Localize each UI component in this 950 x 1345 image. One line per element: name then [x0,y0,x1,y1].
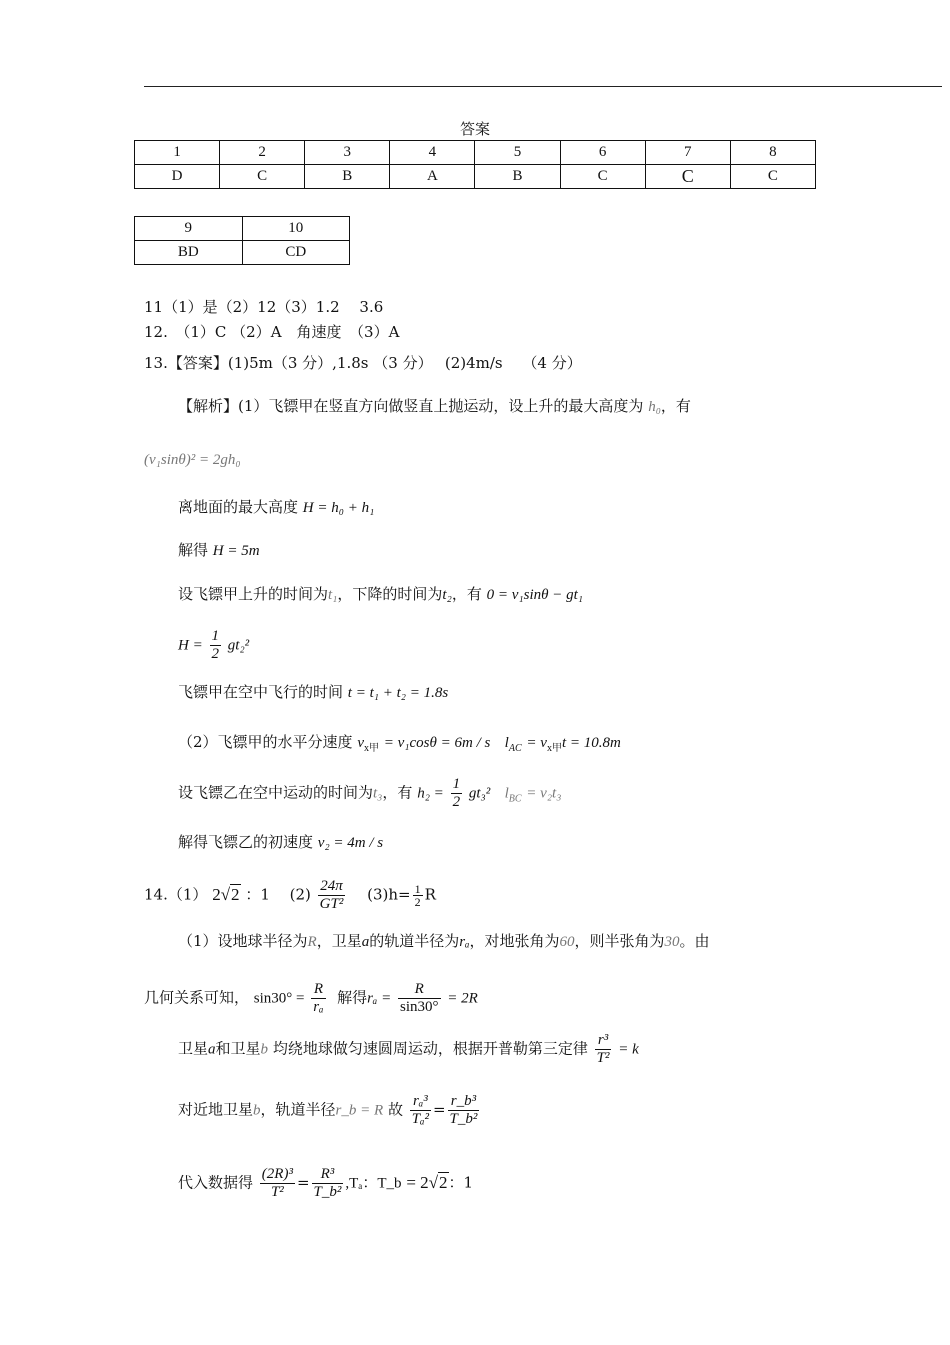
text: ，有 [451,585,482,603]
var-l: l [504,735,509,751]
text: 。由 [679,932,710,950]
table-cell: 1 [135,141,220,165]
table-cell: 5 [475,141,560,165]
answer-table-2 [134,216,350,265]
text: ，下降的时间为 [337,585,443,603]
var-a: a [361,934,370,950]
equation: H = h₀ + h₁ [302,500,375,516]
table-cell: 6 [560,141,645,165]
fraction [312,1166,344,1201]
text: （2）飞镖甲的水平分速度 [178,733,353,751]
var-v: v [357,735,364,751]
answer-table-1 [134,140,816,189]
fraction [410,1093,431,1128]
text: 卫星 [178,1039,209,1058]
value-30: 30 [664,934,680,950]
equation: sin30° = [253,990,305,1007]
page-title: 答案 [459,120,490,138]
table-cell: 2 [220,141,305,165]
text: 和卫星 [215,1039,261,1058]
subscript: BC [508,793,522,805]
q13-answer-head: 13.【答案】(1)5m（3 分）,1.8s （3 分） (2)4m/s （4 分） [144,354,582,372]
text: 代入数据得 [178,1173,254,1192]
value-60: 60 [559,934,575,950]
var-ra: rₐ [459,934,470,950]
table-cell: 9 [135,217,243,241]
text: 故 [387,1100,403,1119]
var-h0: h₀ [648,399,661,415]
table-cell: CD [242,241,350,265]
numerator: 1 [211,628,219,644]
var-b: b [253,1102,261,1119]
q13-solve-H [178,540,260,561]
table-cell: C [730,165,815,189]
equation-1: (v₁sinθ)² = 2gh₀ [144,452,241,468]
text: (3)h= [352,885,411,904]
table-row [135,241,350,265]
table-cell: 4 [390,141,475,165]
coefficient: 2 [212,884,221,904]
var-t2: t₂ [442,587,452,603]
table-row [135,141,816,165]
text: 离地面的最大高度 [178,498,299,516]
table-cell: C [560,165,645,189]
denominator: T_b² [313,1184,342,1200]
coefficient: = 2 [406,1172,429,1192]
numerator: 1 [452,776,461,792]
numerator: 1 [414,882,421,896]
analysis-text: ，有 [660,397,691,415]
q13-max-height [178,497,374,518]
fraction [260,1166,295,1201]
denominator: sin30° [399,999,439,1015]
equation: gt₂² [227,637,250,654]
var-b: b [260,1041,269,1058]
q13-flight-time [178,682,448,703]
table-cell: B [475,165,560,189]
fraction-half [451,776,463,811]
q14-answer-head [144,878,436,913]
table-cell: A [390,165,475,189]
text: ，对地张角为 [469,932,560,950]
fraction [311,981,325,1016]
q14-para-1 [178,931,710,952]
equation: = k [618,1041,639,1058]
denominator: 2 [211,646,219,662]
q13-H-fall [178,628,249,663]
equation: H = 5m [212,543,260,559]
subscript: AC [508,743,522,754]
equation: = 2R [447,990,478,1007]
radicand: 2 [439,1172,448,1192]
text: 解得 [337,988,368,1007]
q14-para-3 [178,1032,639,1067]
text: ，有 [382,783,413,802]
text: 设飞镖乙在空中运动的时间为 [178,783,374,802]
text: （1）设地球半径为 [178,932,308,950]
numerator: R [311,981,325,999]
table-cell: BD [135,241,243,265]
var-t3: t₃ [373,785,383,802]
q13-yi [178,776,561,811]
table-cell: 10 [242,217,350,241]
q13-v2 [178,832,383,853]
text: ，则半张角为 [574,932,665,950]
text: 14.（1） [144,885,208,904]
denominator: T² [270,1184,284,1200]
header-rule [144,86,942,87]
denominator: T_b² [449,1111,478,1127]
equation: t = t₁ + t₂ = 1.8s [347,685,449,701]
equation: = v [526,735,547,751]
table-cell: 8 [730,141,815,165]
text: 解得飞镖乙的初速度 [178,833,314,851]
denominator: GT² [319,896,344,912]
equation: 0 = v₁sinθ − gt₁ [486,587,583,603]
text: ，轨道半径 [260,1100,336,1119]
equation: gt₃² [468,785,491,802]
numerator: R³ [312,1166,344,1184]
table-cell: 3 [305,141,390,165]
denominator: rₐ [313,999,324,1015]
numerator: 24π [318,878,346,896]
denominator: Tₐ² [411,1111,429,1127]
q12-answer: 12. （1）C （2）A 角速度 （3）A [144,323,400,341]
q13-analysis-1 [178,396,691,417]
text: 均绕地球做匀速圆周运动，根据开普勒第三定律 [272,1039,588,1058]
text: 的轨道半径为 [369,932,460,950]
fraction [448,1093,480,1128]
subscript: x甲 [546,743,562,754]
q13-part2 [178,732,621,759]
q14-para-5: 代入数据得 $\frac{\text{(2R)³}}{\text{T²}}$ = $\frac{\text{R³}}{\text{T\_b²}}$ ,Tₐ：T_b = 2√2：1 [178,1166,474,1200]
numerator: r_b³ [448,1093,480,1111]
text: ：1 [448,1173,474,1192]
table-row [135,217,350,241]
text: 对近地卫星 [178,1100,254,1119]
equation: rₐ = [367,990,392,1007]
sqrt-expression: 2√2 [212,884,240,904]
text: R [424,885,436,904]
text: ：1 (2) [245,885,311,904]
table-cell: C [220,165,305,189]
numerator: (2R)³ [261,1166,293,1182]
denominator: 2 [414,895,421,909]
text: ,Tₐ：T_b [345,1175,402,1192]
denominator: T² [596,1050,610,1066]
equation: = v₂t₃ [526,785,562,802]
fraction [398,981,441,1016]
q11-answer: 11（1）是（2）12（3）1.2 3.6 [144,298,384,316]
var-R: R [307,934,317,950]
subscript: x甲 [364,743,379,754]
var-l: l [504,785,509,802]
sqrt-expression: = 2√2 [406,1172,448,1192]
equation: v₂ = 4m / s [317,835,384,851]
var-a: a [208,1041,216,1058]
text: 解得 [178,541,209,559]
numerator: rₐ³ [410,1093,431,1111]
fraction [595,1032,612,1067]
numerator: R [398,981,441,999]
equation: = v₁cosθ = 6m / s [383,735,491,751]
radicand: 2 [231,884,240,904]
denominator: 2 [452,794,461,810]
equation: h₂ = [417,785,444,802]
table-cell: D [135,165,220,189]
equation: t = 10.8m [561,735,621,751]
text: 设飞镖甲上升的时间为 [178,585,329,603]
numerator: r³ [595,1032,612,1050]
text: 飞镖甲在空中飞行的时间 [178,683,344,701]
fraction-half [413,883,423,908]
q13-times [178,584,583,605]
text: ，卫星 [316,932,362,950]
equation: H = [178,637,203,654]
var-t1: t₁ [328,587,338,603]
table-row [135,165,816,189]
q14-para-4: 对近地卫星b，轨道半径r_b = R 故 $\frac{\text{rₐ³}}{\text{Tₐ²}}$ = $\frac{\text{r\_b³}}{\text{T\_b²}}$ [178,1093,478,1127]
fraction-half [210,628,222,663]
table-cell: 7 [645,141,730,165]
fraction [318,878,346,913]
table-cell: C [645,165,730,189]
text: 几何关系可知， [144,988,250,1007]
equation: r_b = R [335,1102,384,1119]
table-cell: B [305,165,390,189]
analysis-text: 【解析】(1）飞镖甲在竖直方向做竖直上抛运动，设上升的最大高度为 [178,397,644,415]
q14-para-2 [144,981,478,1016]
